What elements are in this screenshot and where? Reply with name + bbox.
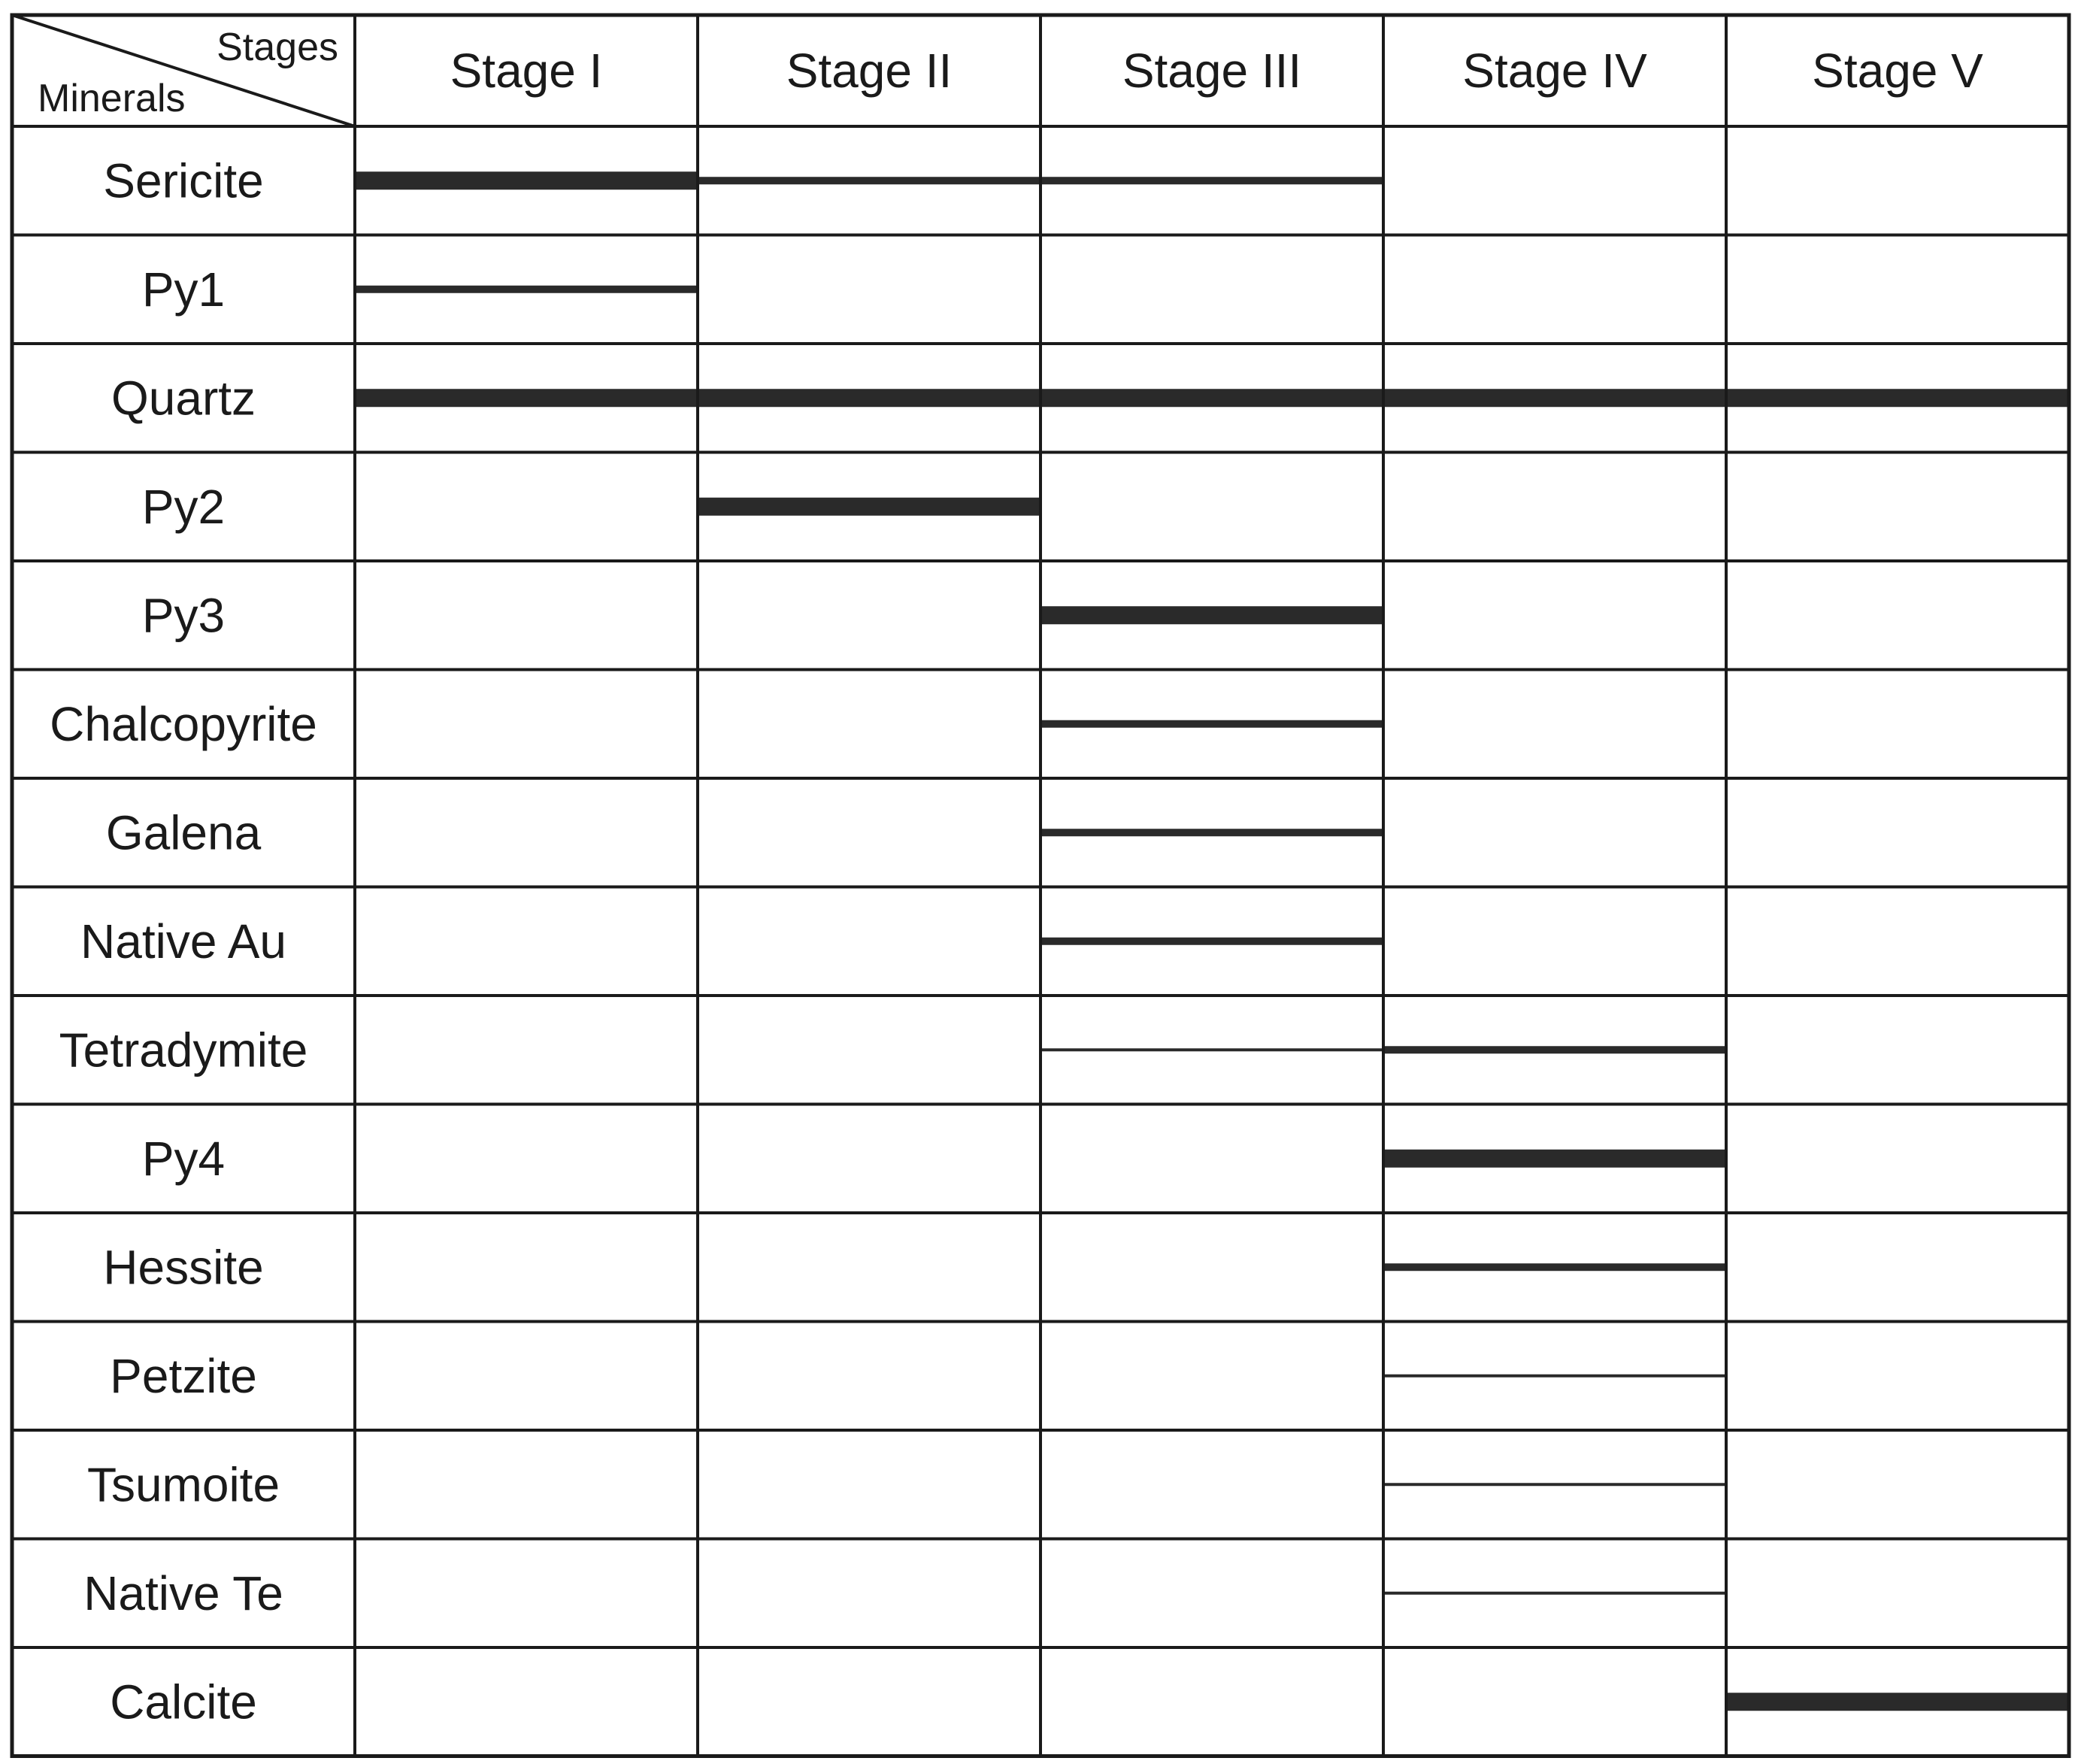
occurrence-bar [1383,1375,1726,1378]
occurrence-bar [1383,1483,1726,1486]
occurrence-bar [355,171,698,189]
stage-header: Stage V [1812,44,1983,98]
occurrence-bar [1041,1048,1383,1051]
stage-header: Stage IV [1462,44,1647,98]
mineral-label: Quartz [111,371,256,426]
occurrence-bar [1041,829,1383,836]
stage-header: Stage II [786,44,953,98]
mineral-label: Py2 [141,479,226,534]
occurrence-bar [355,389,698,407]
mineral-label: Tetradymite [59,1023,308,1077]
mineral-label: Hessite [103,1240,264,1295]
mineral-label: Petzite [110,1348,257,1403]
corner-label-minerals: Minerals [38,77,186,120]
mineral-label: Py3 [141,588,226,643]
mineral-label: Sericite [103,153,264,208]
occurrence-bar [1041,606,1383,624]
mineral-label: Native Te [83,1565,283,1620]
mineral-label: Py4 [141,1131,226,1186]
table-grid [12,15,2069,1756]
mineral-label: Calcite [110,1675,257,1729]
corner-label-stages: Stages [217,26,338,69]
occurrence-bar [1726,1693,2069,1711]
mineral-label: Chalcopyrite [50,696,317,751]
mineral-label: Py1 [141,262,226,317]
stage-header: Stage III [1122,44,1302,98]
occurrence-bar [1041,938,1383,945]
table-labels [38,26,1983,1729]
occurrence-bars [355,171,2069,1711]
stage-header: Stage I [450,44,603,98]
occurrence-bar [1383,1592,1726,1595]
occurrence-bar [1041,720,1383,728]
mineral-label: Tsumoite [86,1457,280,1512]
occurrence-bar [355,286,698,293]
occurrence-bar [1383,1046,1726,1053]
occurrence-bar [698,498,1041,516]
mineral-label: Galena [105,805,262,860]
mineral-label: Native Au [80,914,286,968]
occurrence-bar [1383,1263,1726,1271]
occurrence-bar [1383,1150,1726,1168]
